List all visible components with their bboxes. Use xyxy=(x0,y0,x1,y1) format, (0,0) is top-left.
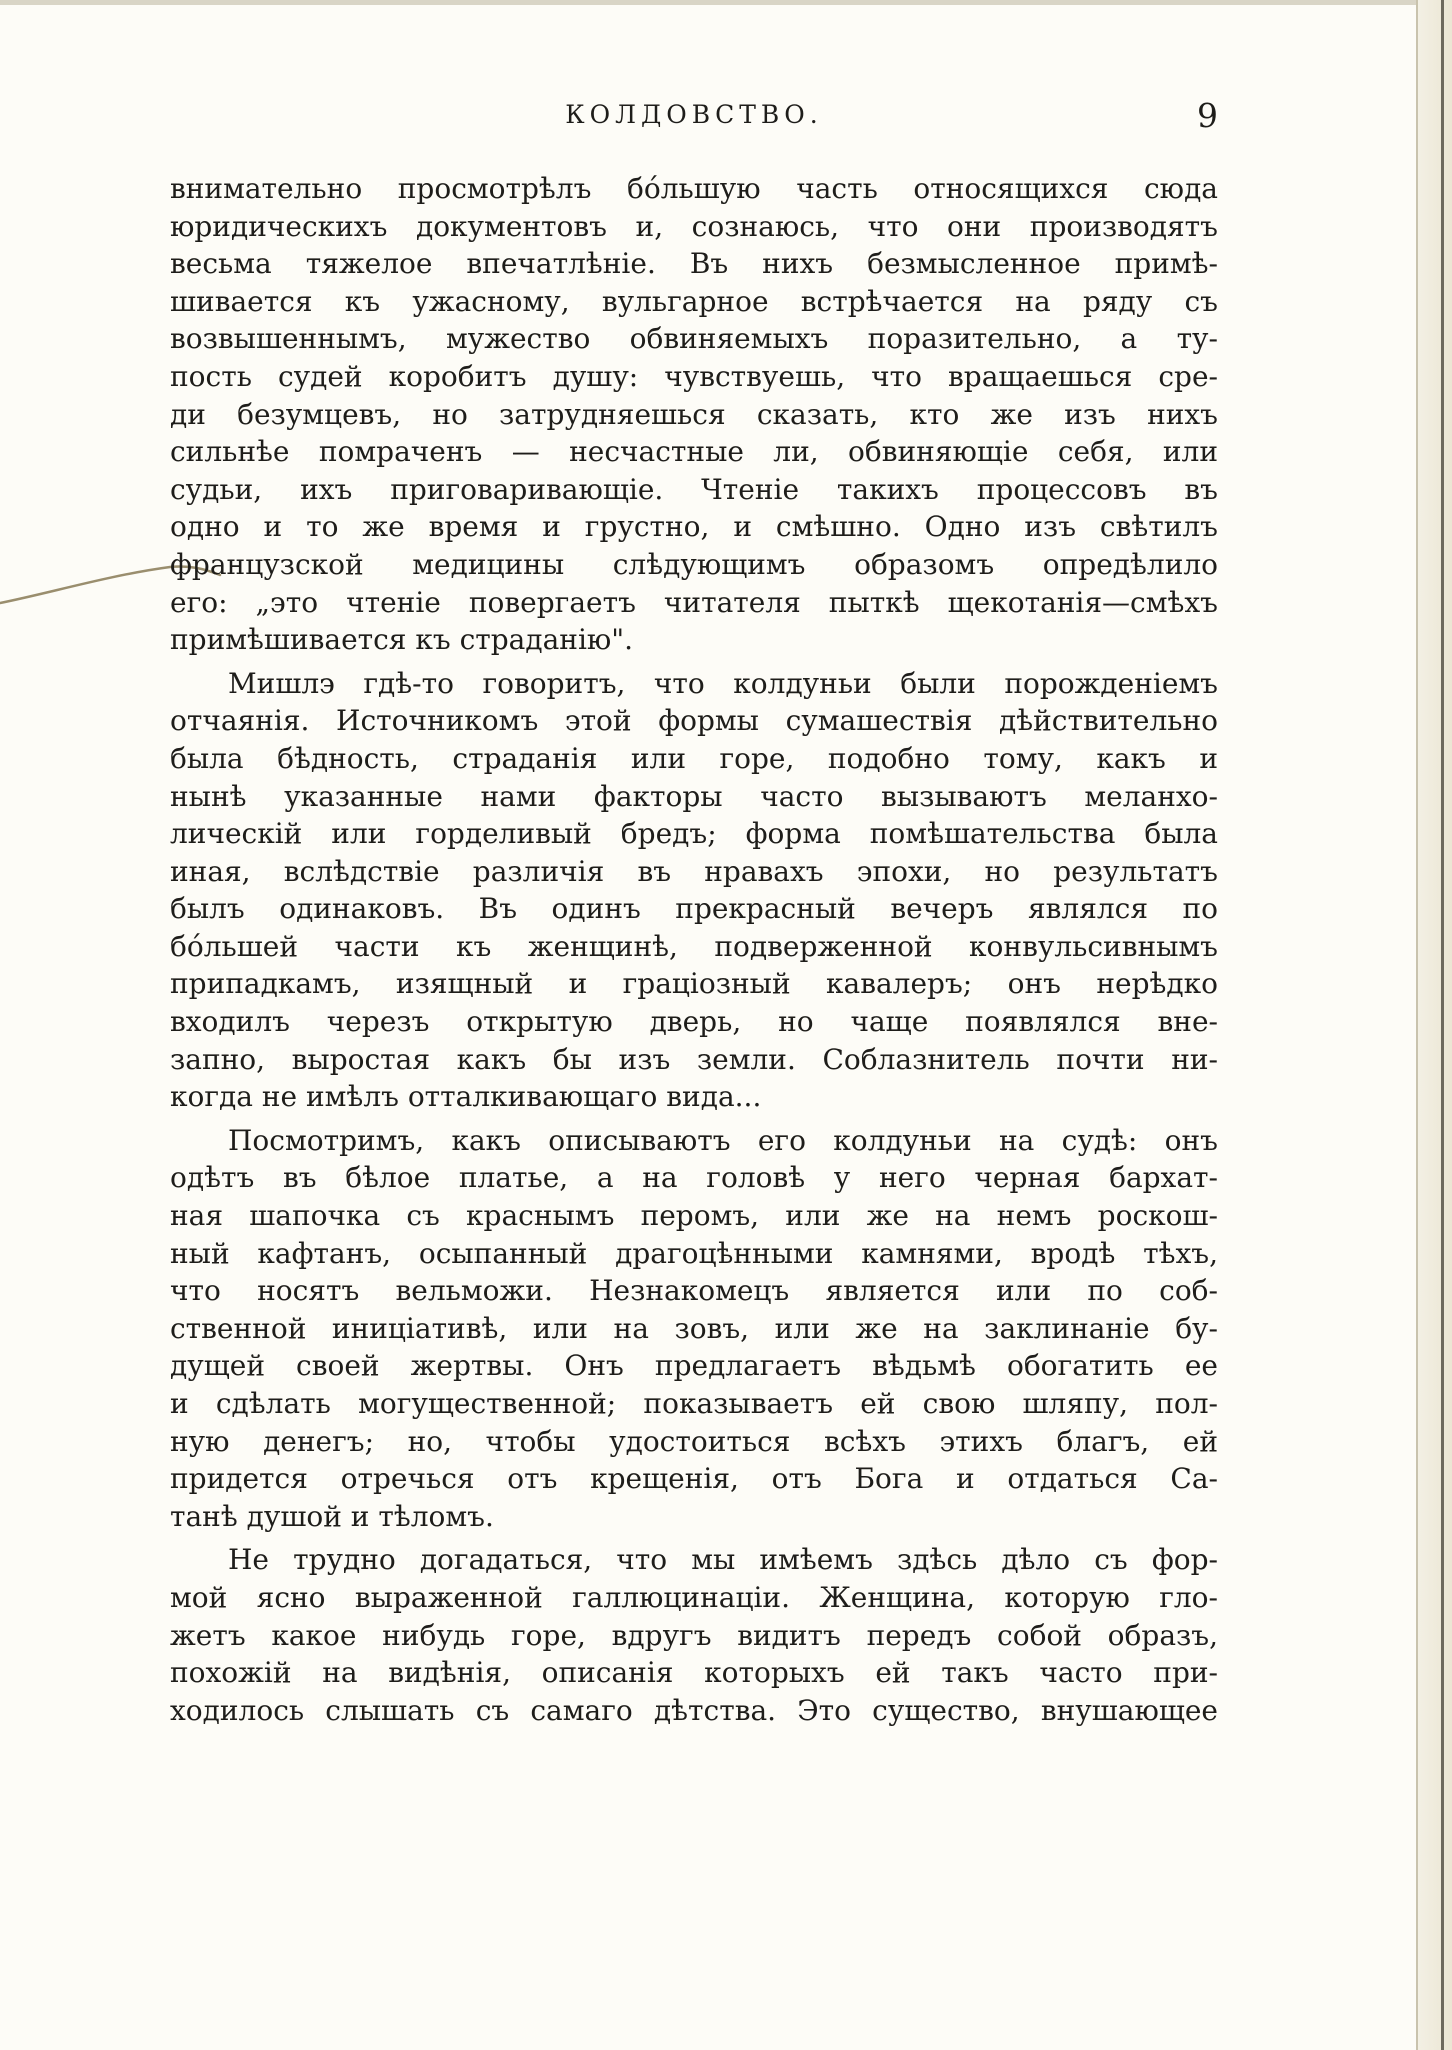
text-line: отчаянія. Источникомъ этой формы сумашествія дѣйствительно xyxy=(170,704,1218,738)
text-line: сильнѣе помраченъ — несчастные ли, обвиняющіе себя, или xyxy=(170,435,1218,469)
page-right-edge xyxy=(1416,0,1452,2050)
text-line: дущей своей жертвы. Онъ предлагаетъ вѣдьмѣ обогатить ее xyxy=(170,1349,1218,1383)
text-line: бо́льшей части къ женщинѣ, подверженной конвульсивнымъ xyxy=(170,929,1218,963)
text-line: судьи, ихъ приговаривающіе. Чтеніе такихъ процессовъ въ xyxy=(170,472,1218,506)
text-line: и сдѣлать могущественной; показываетъ ей свою шляпу, пол- xyxy=(170,1387,1218,1420)
paragraph xyxy=(170,665,1218,1116)
text-line: французской медицины слѣдующимъ образомъ опредѣлило xyxy=(170,547,1218,581)
text-line: мой ясно выраженной галлюцинаціи. Женщина, которую гло- xyxy=(170,1580,1218,1614)
page-top-edge xyxy=(0,0,1452,5)
text-line: одѣтъ въ бѣлое платье, а на головѣ у него черная бархат- xyxy=(170,1161,1218,1195)
text-line: иная, вслѣдствіе различія въ нравахъ эпохи, но результатъ xyxy=(170,854,1218,888)
text-line: весьма тяжелое впечатлѣніе. Въ нихъ безмысленное примѣ- xyxy=(170,247,1218,281)
running-title: КОЛДОВСТВО. xyxy=(565,100,823,129)
text-line: возвышеннымъ, мужество обвиняемыхъ поразительно, а ту- xyxy=(170,322,1218,356)
text-line: внимательно просмотрѣлъ бо́льшую часть относящихся сюда xyxy=(170,172,1218,205)
text-line: запно, выростая какъ бы изъ земли. Соблазнитель почти ни- xyxy=(170,1042,1218,1076)
text-line: припадкамъ, изящный и граціозный кавалеръ; онъ нерѣдко xyxy=(170,967,1218,1001)
text-line: жетъ какое нибудь горе, вдругъ видитъ передъ собой образъ, xyxy=(170,1618,1218,1652)
text-line: похожій на видѣнія, описанія которыхъ ей такъ часто при- xyxy=(170,1656,1218,1690)
text-line: была бѣдность, страданія или горе, подобно тому, какъ и xyxy=(170,741,1218,775)
text-line: одно и то же время и грустно, и смѣшно. Одно изъ свѣтилъ xyxy=(170,510,1218,544)
text-line: придется отречься отъ крещенія, отъ Бога и отдаться Са- xyxy=(170,1462,1218,1496)
text-line: входилъ черезъ открытую дверь, но чаще появлялся вне- xyxy=(170,1005,1218,1039)
text-line: что носятъ вельможи. Незнакомецъ является или по соб- xyxy=(170,1274,1218,1308)
text-line: ная шапочка съ краснымъ перомъ, или же на немъ роскош- xyxy=(170,1199,1218,1233)
text-line: ди безумцевъ, но затрудняешься сказать, кто же изъ нихъ xyxy=(170,397,1218,431)
text-line: его: „это чтеніе повергаетъ читателя пыткѣ щекотанія—смѣхъ xyxy=(170,585,1218,619)
text-line: Посмотримъ, какъ описываютъ его колдуньи на судѣ: онъ xyxy=(228,1123,1218,1157)
text-line: нынѣ указанные нами факторы часто вызываютъ меланхо- xyxy=(170,779,1218,813)
text-line: Мишлэ гдѣ-то говоритъ, что колдуньи были порожденіемъ xyxy=(228,666,1218,700)
text-line: танѣ душой и тѣломъ. xyxy=(170,1499,494,1533)
page-header xyxy=(170,96,1218,140)
text-line: когда не имѣлъ отталкивающаго вида... xyxy=(170,1080,762,1114)
text-line: ную денегъ; но, чтобы удостоиться всѣхъ этихъ благъ, ей xyxy=(170,1424,1218,1458)
text-line: шивается къ ужасному, вульгарное встрѣчается на ряду съ xyxy=(170,284,1218,318)
text-line: Не трудно догадаться, что мы имѣемъ здѣсь дѣло съ фор- xyxy=(228,1543,1218,1577)
text-line: лическій или горделивый бредъ; форма помѣшательства была xyxy=(170,817,1218,851)
text-line: примѣшивается къ страданію". xyxy=(170,623,634,657)
body-text xyxy=(170,170,1218,1729)
page-number: 9 xyxy=(1197,96,1218,135)
text-line: ходилось слышать съ самаго дѣтства. Это существо, внушающее xyxy=(170,1693,1218,1727)
text-line: былъ одинаковъ. Въ одинъ прекрасный вечеръ являлся по xyxy=(170,892,1218,926)
binding-line xyxy=(1441,0,1444,2050)
text-line: юридическихъ документовъ и, сознаюсь, что они производятъ xyxy=(170,209,1218,243)
paragraph xyxy=(170,1541,1218,1729)
text-line: ственной иниціативѣ, или на зовъ, или же на заклинаніе бу- xyxy=(170,1311,1218,1345)
text-line: пость судей коробитъ душу: чувствуешь, что вращаешься сре- xyxy=(170,359,1218,393)
text-line: ный кафтанъ, осыпанный драгоцѣнными камнями, вродѣ тѣхъ, xyxy=(170,1236,1218,1270)
paragraph xyxy=(170,1122,1218,1536)
paragraph xyxy=(170,170,1218,659)
